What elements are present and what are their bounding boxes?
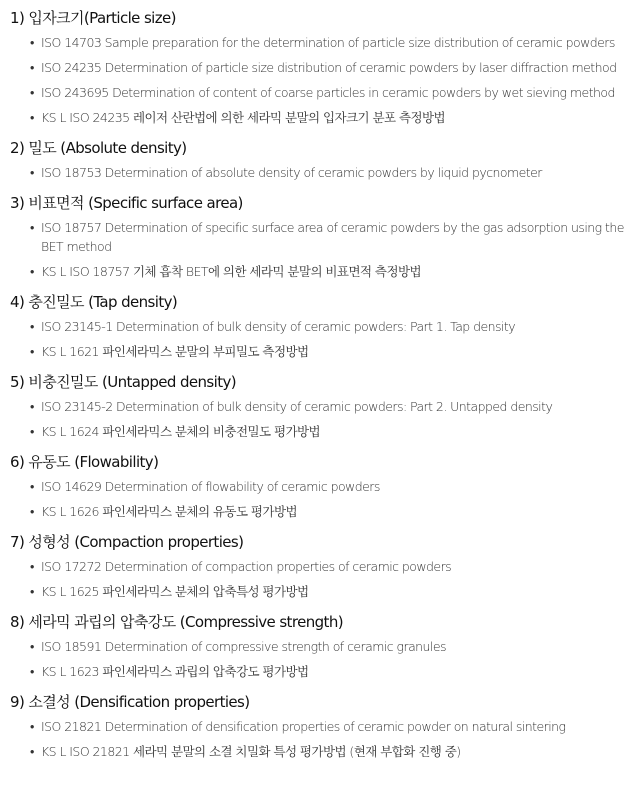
- list-item-text: KS L 1624 파인세라믹스 분체의 비충전밀도 평가방법: [41, 424, 321, 439]
- bullet-icon: •: [30, 479, 34, 494]
- section-heading: 2) 밀도 (Absolute density): [10, 139, 187, 157]
- list-item: [10, 317, 628, 336]
- list-item-text: ISO 14703 Sample preparation for the determination of particle size distribution of ceramic powders: [41, 35, 615, 50]
- list-item: [10, 637, 628, 656]
- list-item-text: KS L ISO 18757 기체 흡착 BET에 의한 세라믹 분말의 비표면적 측정방법: [41, 264, 422, 279]
- standards-list: [10, 163, 628, 182]
- bullet-icon: •: [30, 664, 34, 679]
- standards-list: [10, 397, 628, 441]
- standards-list: [10, 557, 628, 601]
- list-item-text: ISO 23145-1 Determination of bulk density of ceramic powders: Part 1. Tap density: [41, 319, 516, 334]
- section-untapped-density: [10, 372, 628, 441]
- bullet-icon: •: [30, 424, 34, 439]
- section-tap-density: [10, 292, 628, 361]
- bullet-icon: •: [30, 584, 34, 599]
- list-item-text: ISO 18757 Determination of specific surface area of ceramic powders by the gas adsorption using the BET method: [41, 220, 624, 254]
- section-absolute-density: [10, 138, 628, 182]
- list-item: [10, 397, 628, 416]
- list-item-text: KS L ISO 24235 레이저 산란법에 의한 세라믹 분말의 입자크기 분포 측정방법: [41, 110, 446, 125]
- bullet-icon: •: [30, 504, 34, 519]
- section-flowability: [10, 452, 628, 521]
- section-heading: 4) 충진밀도 (Tap density): [10, 293, 178, 311]
- bullet-icon: •: [30, 35, 34, 50]
- standards-list: [10, 477, 628, 521]
- list-item-text: KS L 1621 파인세라믹스 분말의 부피밀도 측정방법: [41, 344, 309, 359]
- list-item: [10, 33, 628, 52]
- section-heading: 1) 입자크기(Particle size): [10, 9, 176, 27]
- standards-list: [10, 33, 628, 127]
- bullet-icon: •: [30, 744, 34, 759]
- section-compaction-properties: [10, 532, 628, 601]
- bullet-icon: •: [30, 85, 34, 100]
- bullet-icon: •: [30, 639, 34, 654]
- list-item: [10, 662, 628, 681]
- list-item-text: ISO 14629 Determination of flowability of ceramic powders: [41, 479, 380, 494]
- list-item-text: KS L 1626 파인세라믹스 분체의 유동도 평가방법: [41, 504, 297, 519]
- section-heading: 3) 비표면적 (Specific surface area): [10, 194, 243, 212]
- list-item-text: ISO 24235 Determination of particle size distribution of ceramic powders by laser diffraction method: [41, 60, 617, 75]
- standards-list: [10, 637, 628, 681]
- section-heading: 5) 비충진밀도 (Untapped density): [10, 373, 237, 391]
- list-item: [10, 502, 628, 521]
- list-item: [10, 58, 628, 77]
- section-heading: 6) 유동도 (Flowability): [10, 453, 159, 471]
- bullet-icon: •: [30, 220, 34, 235]
- bullet-icon: •: [30, 165, 34, 180]
- section-specific-surface-area: [10, 193, 628, 281]
- section-particle-size: [10, 8, 628, 127]
- list-item: [10, 422, 628, 441]
- list-item: [10, 477, 628, 496]
- bullet-icon: •: [30, 559, 34, 574]
- list-item: [10, 742, 628, 761]
- bullet-icon: •: [30, 110, 34, 125]
- bullet-icon: •: [30, 344, 34, 359]
- list-item: [10, 83, 628, 102]
- bullet-icon: •: [30, 399, 34, 414]
- list-item: [10, 163, 628, 182]
- bullet-icon: •: [30, 60, 34, 75]
- section-heading: 8) 세라믹 과립의 압축강도 (Compressive strength): [10, 613, 343, 631]
- section-heading: 9) 소결성 (Densification properties): [10, 693, 250, 711]
- list-item: [10, 342, 628, 361]
- list-item: [10, 218, 628, 256]
- standards-list: [10, 717, 628, 761]
- list-item-text: ISO 18753 Determination of absolute density of ceramic powders by liquid pycnometer: [41, 165, 542, 180]
- standards-list: [10, 218, 628, 281]
- bullet-icon: •: [30, 319, 34, 334]
- list-item: [10, 582, 628, 601]
- list-item-text: ISO 23145-2 Determination of bulk density of ceramic powders: Part 2. Untapped density: [41, 399, 553, 414]
- list-item: [10, 262, 628, 281]
- bullet-icon: •: [30, 719, 34, 734]
- list-item: [10, 717, 628, 736]
- list-item: [10, 557, 628, 576]
- section-densification-properties: [10, 692, 628, 761]
- list-item-text: ISO 243695 Determination of content of coarse particles in ceramic powders by wet sieving method: [41, 85, 615, 100]
- list-item-text: KS L 1625 파인세라믹스 분체의 압축특성 평가방법: [41, 584, 309, 599]
- list-item-text: ISO 21821 Determination of densification properties of ceramic powder on natural sintering: [41, 719, 566, 734]
- bullet-icon: •: [30, 264, 34, 279]
- list-item-text: KS L ISO 21821 세라믹 분말의 소결 치밀화 특성 평가방법 (현재 부합화 진행 중): [41, 744, 461, 759]
- list-item: [10, 108, 628, 127]
- list-item-text: ISO 17272 Determination of compaction properties of ceramic powders: [41, 559, 452, 574]
- standards-list: [10, 317, 628, 361]
- list-item-text: ISO 18591 Determination of compressive strength of ceramic granules: [41, 639, 446, 654]
- section-heading: 7) 성형성 (Compaction properties): [10, 533, 244, 551]
- list-item-text: KS L 1623 파인세라믹스 과립의 압축강도 평가방법: [41, 664, 309, 679]
- section-compressive-strength: [10, 612, 628, 681]
